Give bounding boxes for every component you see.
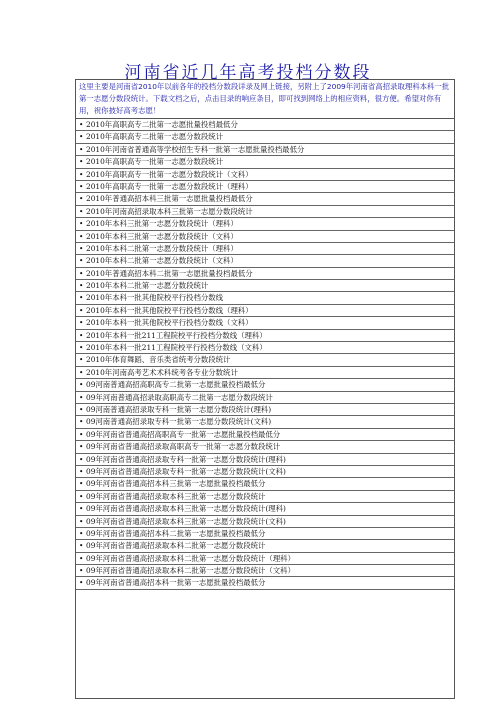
bullet-icon: • <box>79 194 84 204</box>
link-label[interactable]: 2010年本科一批其他院校平行投档分数线 <box>86 293 224 303</box>
link-label[interactable]: 2010年本科三批第一志愿分数段统计（文科） <box>86 231 238 241</box>
link-label[interactable]: 09年河南省普通高招录取专科一批第一志愿分数段统计(文科) <box>86 466 286 476</box>
link-label[interactable]: 2010年河南高考艺术术科统考各专业分数统计 <box>86 367 238 377</box>
link-list-item[interactable] <box>76 292 454 304</box>
link-label[interactable]: 2010年本科一批其他院校平行投档分数线（理科） <box>86 305 253 315</box>
bullet-icon: • <box>79 578 84 588</box>
bullet-icon: • <box>79 442 84 452</box>
link-list-item[interactable] <box>76 243 454 255</box>
bullet-icon: • <box>79 305 84 315</box>
link-list-item[interactable] <box>76 342 454 354</box>
link-list-item[interactable] <box>76 317 454 329</box>
link-list-item[interactable] <box>76 577 454 589</box>
link-label[interactable]: 09年河南省普通高招本科二批第一志愿批量投档最低分 <box>86 528 266 538</box>
link-label[interactable]: 09年河南省普通高招本科一批第一志愿批量投档最低分 <box>86 578 266 588</box>
link-list-item[interactable] <box>76 516 454 528</box>
bullet-icon: • <box>79 355 84 365</box>
link-label[interactable]: 2010年本科一批211工程院校平行投档分数线（理科） <box>86 330 267 340</box>
link-list-item[interactable] <box>76 206 454 218</box>
link-label[interactable]: 09年河南普通高招录取高职高专二批第一志愿分数段统计 <box>86 392 273 402</box>
bullet-icon: • <box>79 293 84 303</box>
bullet-icon: • <box>79 120 84 129</box>
link-list-item[interactable] <box>76 144 454 156</box>
bullet-icon: • <box>79 380 84 390</box>
link-label[interactable]: 2010年河南省普通高等学校招生专科一批第一志愿批量投档最低分 <box>86 144 305 154</box>
link-label[interactable]: 09河南普通高招高职高专二批第一志愿批量投档最低分 <box>86 380 266 390</box>
link-list-item[interactable] <box>76 454 454 466</box>
link-list-item[interactable] <box>76 169 454 181</box>
link-label[interactable]: 09河南普通高招录取专科一批第一志愿分数段统计(理科) <box>86 404 272 414</box>
bullet-icon: • <box>79 281 84 291</box>
link-list-item[interactable] <box>76 466 454 478</box>
link-label[interactable]: 09年河南省普通高招录取专科一批第一志愿分数段统计(理科) <box>86 454 286 464</box>
link-list-item[interactable] <box>76 429 454 441</box>
bullet-icon: • <box>79 553 84 563</box>
link-label[interactable]: 09年河南省普通高招本科三批第一志愿批量投档最低分 <box>86 479 266 489</box>
bullet-icon: • <box>79 132 84 142</box>
bullet-icon: • <box>79 243 84 253</box>
bullet-icon: • <box>79 268 84 278</box>
link-list-item[interactable] <box>76 305 454 317</box>
link-label[interactable]: 09年河南省普通高招高职高专一批第一志愿批量投档最低分 <box>86 429 281 439</box>
bullet-icon: • <box>79 466 84 476</box>
link-list-item[interactable] <box>76 528 454 540</box>
link-list-item[interactable] <box>76 392 454 404</box>
link-list-item[interactable] <box>76 218 454 230</box>
bullet-icon: • <box>79 219 84 229</box>
link-label[interactable]: 09年河南省普通高招录取本科二批第一志愿分数段统计 <box>86 541 266 551</box>
link-label[interactable]: 2010年普通高招本科三批第一志愿批量投档最低分 <box>86 194 253 204</box>
link-label[interactable]: 2010年高职高专一批第一志愿分数段统计（理科） <box>86 181 253 191</box>
link-list-item[interactable] <box>76 367 454 379</box>
bullet-icon: • <box>79 516 84 526</box>
bullet-icon: • <box>79 343 84 353</box>
bullet-icon: • <box>79 206 84 216</box>
link-list-item[interactable] <box>76 416 454 428</box>
link-list-item[interactable] <box>76 441 454 453</box>
link-list <box>76 119 454 590</box>
bullet-icon: • <box>79 541 84 551</box>
link-list-item[interactable] <box>76 503 454 515</box>
link-label[interactable]: 09年河南省普通高招录取本科三批第一志愿分数段统计(理科) <box>86 504 286 514</box>
link-label[interactable]: 2010年河南高招录取本科三批第一志愿分数段统计 <box>86 206 253 216</box>
link-label[interactable]: 2010年体育舞蹈、音乐类省统考分数段统计 <box>86 355 231 365</box>
link-label[interactable]: 2010年本科一批其他院校平行投档分数线（文科） <box>86 318 253 328</box>
link-list-item[interactable] <box>76 404 454 416</box>
link-label[interactable]: 2010年高职高专一批第一志愿分数段统计（文科） <box>86 169 253 179</box>
link-label[interactable]: 09河南普通高招录取专科一批第一志愿分数段统计(文科) <box>86 417 272 427</box>
bullet-icon: • <box>79 318 84 328</box>
bullet-icon: • <box>79 491 84 501</box>
link-list-item[interactable] <box>76 119 454 131</box>
intro-text: 这里主要是河南省2010年以前各年的投档分数段详录及网上链接，另附上了2009年河南省高招录取理科本科一批第一志愿分数段统计。下载文档之后，点击目录的响应条目，即可找到网络上的相应资料，很方便。希望对你有用，祝你披好高考志愿！ <box>76 80 454 119</box>
link-list-item[interactable] <box>76 156 454 168</box>
link-label[interactable]: 2010年普通高招本科二批第一志愿批量投档最低分 <box>86 268 253 278</box>
link-list-item[interactable] <box>76 379 454 391</box>
bullet-icon: • <box>79 144 84 154</box>
link-label[interactable]: 2010年本科二批第一志愿分数段统计（理科） <box>86 243 238 253</box>
link-list-item[interactable] <box>76 268 454 280</box>
link-label[interactable]: 2010年本科二批第一志愿分数段统计（文科） <box>86 256 238 266</box>
bullet-icon: • <box>79 417 84 427</box>
link-list-item[interactable] <box>76 280 454 292</box>
spreadsheet-table <box>75 79 455 699</box>
link-label[interactable]: 2010年本科一批211工程院校平行投档分数线（文科） <box>86 343 267 353</box>
link-label[interactable]: 09年河南省普通高招录取本科三批第一志愿分数段统计 <box>86 491 266 501</box>
bullet-icon: • <box>79 157 84 167</box>
link-list-item[interactable] <box>76 491 454 503</box>
bullet-icon: • <box>79 454 84 464</box>
link-list-item[interactable] <box>76 330 454 342</box>
link-list-item[interactable] <box>76 131 454 143</box>
bullet-icon: • <box>79 429 84 439</box>
link-label[interactable]: 2010年高职高专二批第一志愿分数段统计 <box>86 132 224 142</box>
link-label[interactable]: 2010年高职高专一批第一志愿分数段统计 <box>86 157 224 167</box>
link-label[interactable]: 09年河南省普通高招录取本科二批第一志愿分数段统计（文科） <box>86 566 295 576</box>
page-title: 河南省近几年高考投档分数段 <box>124 63 372 83</box>
bullet-icon: • <box>79 566 84 576</box>
link-list-item[interactable] <box>76 181 454 193</box>
bullet-icon: • <box>79 330 84 340</box>
link-list-item[interactable] <box>76 540 454 552</box>
link-label[interactable]: 09年河南省普通高招录取本科二批第一志愿分数段统计（理科） <box>86 553 295 563</box>
bullet-icon: • <box>79 169 84 179</box>
link-label[interactable]: 09年河南省普通高招录取高职高专一批第一志愿分数段统计 <box>86 442 281 452</box>
link-list-item[interactable] <box>76 553 454 565</box>
bullet-icon: • <box>79 404 84 414</box>
bullet-icon: • <box>79 256 84 266</box>
bullet-icon: • <box>79 392 84 402</box>
bullet-icon: • <box>79 504 84 514</box>
link-list-item[interactable] <box>76 478 454 490</box>
bullet-icon: • <box>79 367 84 377</box>
bullet-icon: • <box>79 181 84 191</box>
link-label[interactable]: 2010年本科二批第一志愿分数段统计 <box>86 281 209 291</box>
bullet-icon: • <box>79 528 84 538</box>
link-list-item[interactable] <box>76 231 454 243</box>
link-label[interactable]: 09年河南省普通高招录取本科三批第一志愿分数段统计(文科) <box>86 516 286 526</box>
link-list-item[interactable] <box>76 565 454 577</box>
link-list-item[interactable] <box>76 193 454 205</box>
link-list-item[interactable] <box>76 354 454 366</box>
link-list-item[interactable] <box>76 255 454 267</box>
bullet-icon: • <box>79 479 84 489</box>
link-label[interactable]: 2010年本科三批第一志愿分数段统计（理科） <box>86 219 238 229</box>
link-label[interactable]: 2010年高职高专二批第一志愿批量投档最低分 <box>86 120 238 129</box>
bullet-icon: • <box>79 231 84 241</box>
